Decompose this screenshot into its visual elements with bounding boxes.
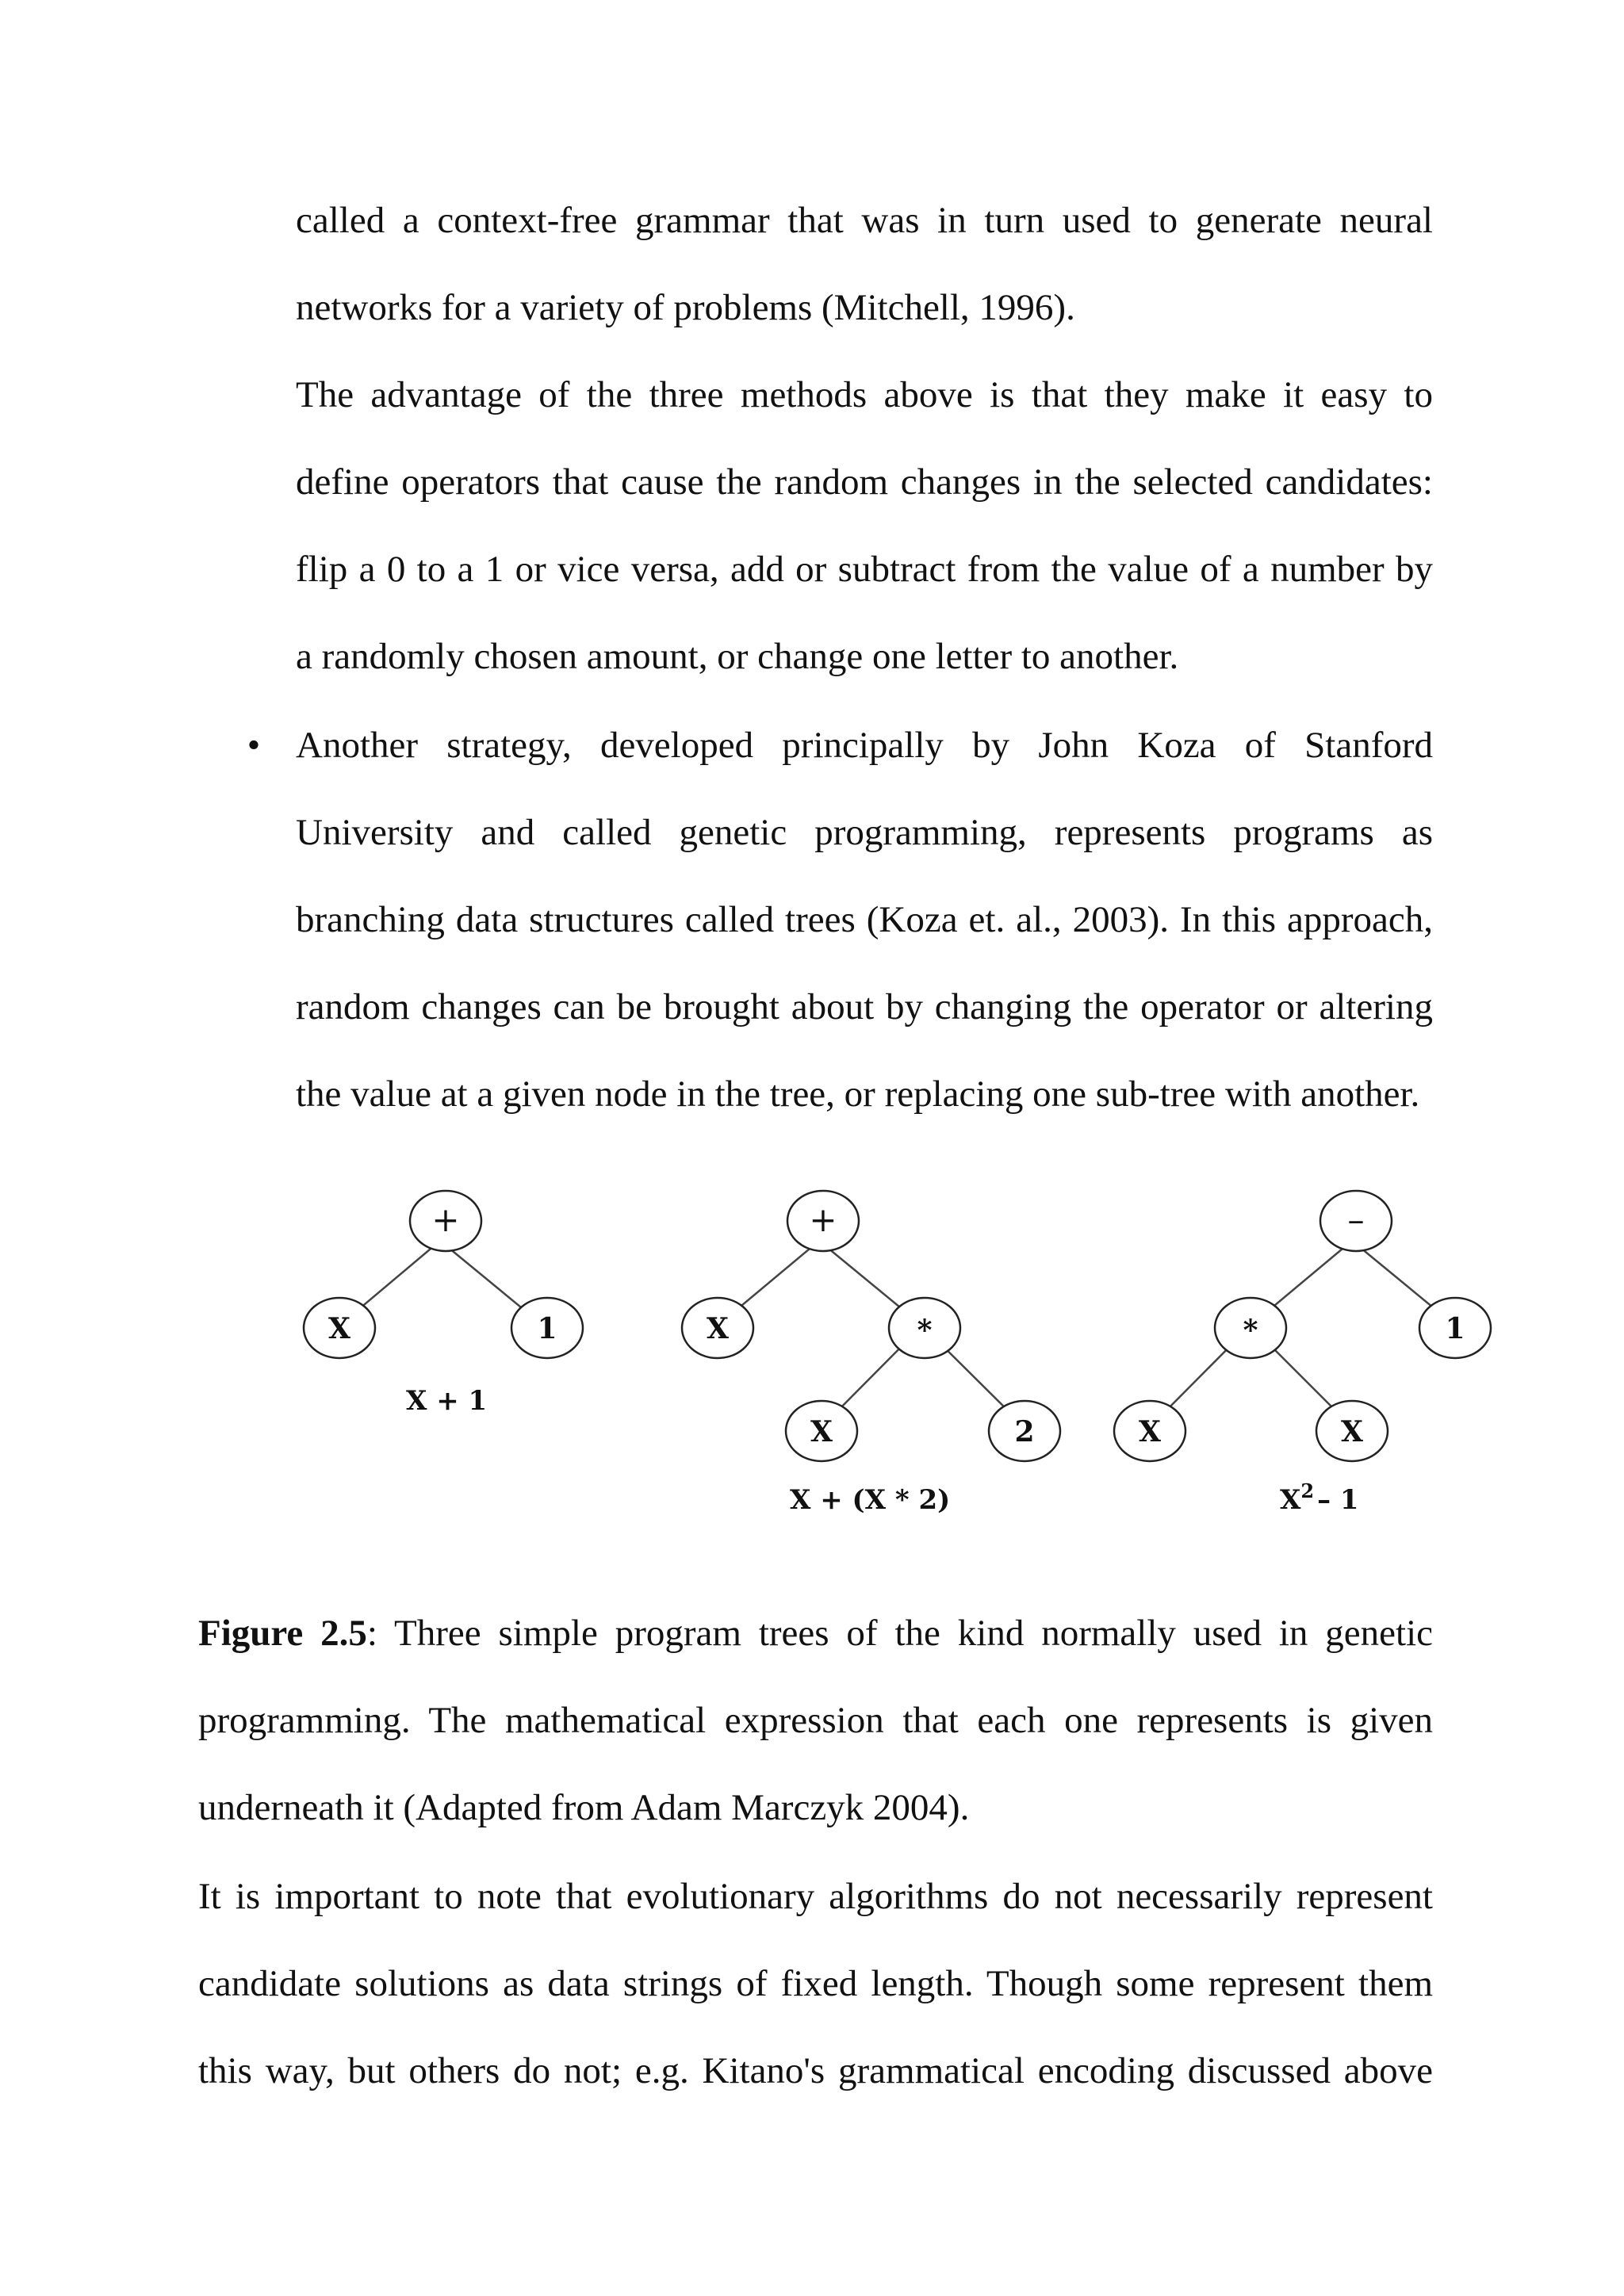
tree1-expression: X + 1 [406, 1385, 488, 1417]
tree2-left-node: X [707, 1312, 729, 1345]
para2-line-1: The advantage of the three methods above is that they make it easy to [296, 374, 1433, 415]
bullet-line-2: University and called genetic programming, represents programs as [296, 812, 1433, 853]
bullet-line-5: the value at a given node in the tree, or replacing one sub-tree with another. [296, 1073, 1420, 1115]
para2-line-2: define operators that cause the random changes in the selected candidates: [296, 461, 1433, 503]
caption-line-2: programming. The mathematical expression that each one represents is given [198, 1700, 1433, 1741]
para3-line-1: It is important to note that evolutionary algorithms do not necessarily represent [198, 1876, 1433, 1917]
tree1-root-node: + [431, 1200, 460, 1239]
caption-line-1 [198, 1609, 1433, 1657]
tree3-expression: $X^2 - 1$ [1280, 1479, 1359, 1516]
tree3-root-node: – [1347, 1200, 1365, 1239]
para3-line-3: this way, but others do not; e.g. Kitano's grammatical encoding discussed above [198, 2050, 1433, 2091]
tree2-right-left-node: X [810, 1415, 833, 1448]
tree3-right-node: 1 [1445, 1312, 1465, 1345]
tree3-left-right-node: X [1341, 1415, 1363, 1448]
tree1-left-node: X [328, 1312, 350, 1345]
tree2-root-node: + [809, 1200, 837, 1239]
caption-line-3: underneath it (Adapted from Adam Marczyk 2004). [198, 1787, 970, 1828]
program-trees-figure [0, 1173, 1624, 1522]
para1-line-1: called a context-free grammar that was in turn used to generate neural [296, 200, 1433, 241]
figure-label: Figure 2.5 [198, 1613, 367, 1654]
bullet-line-3: branching data structures called trees (Koza et. al., 2003). In this approach, [296, 899, 1433, 940]
bullet-line-1: Another strategy, developed principally by John Koza of Stanford [296, 725, 1433, 766]
tree3-left-left-node: X [1139, 1415, 1161, 1448]
para1-line-2: networks for a variety of problems (Mitchell, 1996). [296, 287, 1075, 328]
para2-line-3: flip a 0 to a 1 or vice versa, add or subtract from the value of a number by [296, 549, 1433, 590]
caption-line-1-text: : Three simple program trees of the kind normally used in genetic [366, 1613, 1433, 1654]
bullet-marker: • [247, 725, 261, 766]
para3-line-2: candidate solutions as data strings of fixed length. Though some represent them [198, 1963, 1433, 2004]
para2-line-4: a randomly chosen amount, or change one letter to another. [296, 636, 1179, 677]
tree3-left-node: * [1243, 1314, 1258, 1347]
tree2-expression: X + (X * 2) [790, 1484, 951, 1516]
tree2-right-node: * [917, 1314, 933, 1347]
tree1-right-node: 1 [537, 1312, 557, 1345]
tree2-right-right-node: 2 [1014, 1415, 1035, 1448]
bullet-line-4: random changes can be brought about by changing the operator or altering [296, 986, 1433, 1027]
